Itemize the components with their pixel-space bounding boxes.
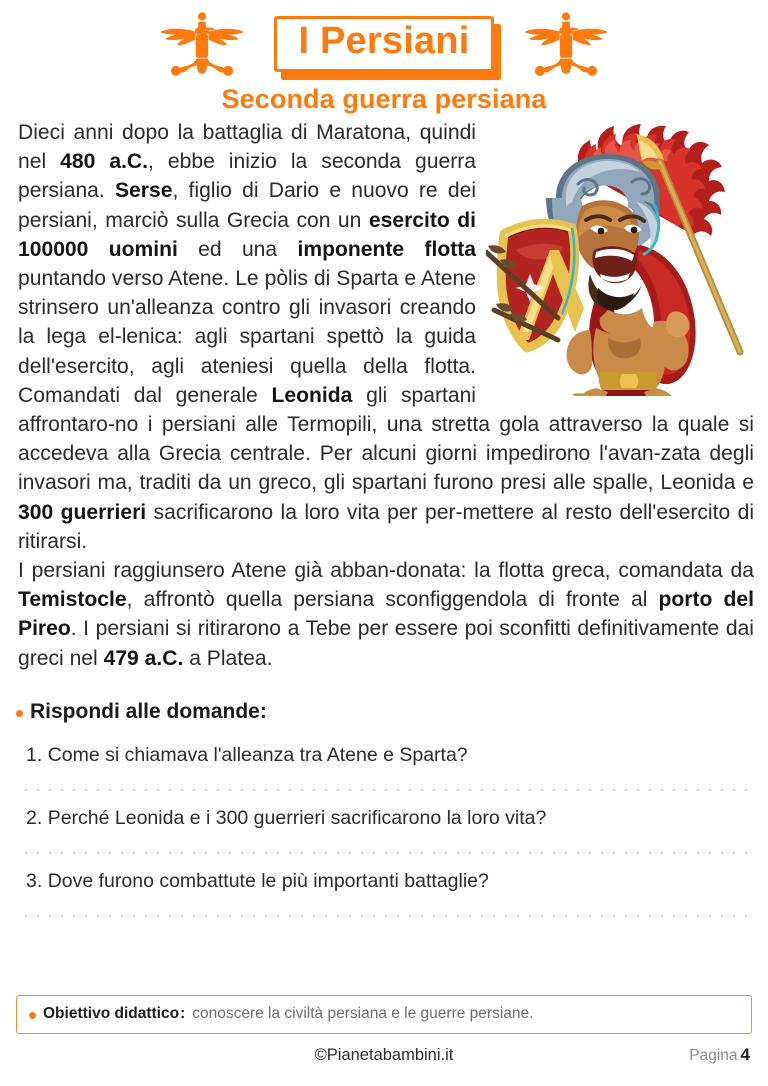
faravahar-icon-left	[156, 11, 248, 77]
question-text-2: Perché Leonida e i 300 guerrieri sacrificarono la loro vita?	[47, 807, 547, 829]
bullet-icon	[29, 1012, 36, 1019]
page-header	[0, 0, 768, 118]
objective-box	[16, 995, 752, 1034]
objective-separator: :	[180, 1005, 186, 1022]
article-content	[0, 118, 768, 673]
page-label: Pagina	[689, 1047, 738, 1064]
question-number-3: 3.	[26, 870, 43, 892]
copyright-notice: ©Pianetabambini.it	[314, 1046, 454, 1064]
questions-heading-label: Rispondi alle domande:	[30, 700, 267, 723]
spartan-warrior-illustration	[486, 124, 754, 396]
title-box	[274, 16, 495, 72]
title-block	[274, 16, 495, 72]
page-footer	[0, 1042, 768, 1082]
article-paragraph-2: I persiani raggiunsero Atene già abban-donata: la flotta greca, comandata da Temistocle, affrontò quella persiana sconfiggendola di fronte al porto del Pireo. I persiani si ritirarono a Tebe per essere poi sconfitti definitivamente dai greci nel 479 a.C. a Platea.	[18, 559, 754, 670]
answer-line-1[interactable]	[20, 789, 750, 791]
question-item-1	[26, 744, 750, 767]
faravahar-icon-right	[520, 11, 612, 77]
page-title: I Persiani	[298, 20, 470, 63]
question-item-2	[26, 807, 750, 830]
answer-line-2[interactable]	[20, 852, 750, 854]
question-item-3	[26, 870, 750, 893]
objective-label: Obiettivo didattico	[43, 1005, 180, 1022]
page-number-block	[689, 1045, 750, 1065]
objective-text: conoscere la civiltà persiana e le guerre persiane.	[192, 1005, 534, 1022]
bullet-icon	[16, 710, 23, 717]
question-number-2: 2.	[26, 807, 43, 829]
header-row	[0, 0, 768, 82]
question-text-1: Come si chiamava l'alleanza tra Atene e Sparta?	[47, 744, 468, 766]
page-subtitle: Seconda guerra persiana	[221, 84, 547, 114]
article-paragraph-1: Dieci anni dopo la battaglia di Maratona, quindi nel 480 a.C., ebbe inizio la seconda guerra persiana. Serse, figlio di Dario e nuovo re dei persiani, marciò sulla Grecia con un esercito di 100000 uomini ed una imponente flotta puntando verso Atene. Le pòlis di Sparta e Atene strinsero un'alleanza contro gli invasori creando la lega el-lenica: agli spartani spettò la guida dell'esercito, agli ateniesi quella della flotta. Comandati dal generale Leonida gli spartani affrontaro-no i persiani alle Termopili, una stretta gola attraverso la quale si accedeva alla Grecia centrale. Per alcuni giorni impedirono l'avan-zata degli invasori ma, traditi da un greco, gli spartani furono presi alle spalle, Leonida e 300 guerrieri sacrificarono la loro vita per per-mettere al resto dell'esercito di ritirarsi.	[18, 121, 755, 553]
answer-line-3[interactable]	[20, 915, 750, 917]
question-text-3: Dove furono combattute le più importanti battaglie?	[47, 870, 489, 892]
page-number: 4	[740, 1045, 750, 1064]
question-number-1: 1.	[26, 744, 43, 766]
questions-section	[0, 700, 768, 933]
questions-heading	[16, 700, 750, 724]
